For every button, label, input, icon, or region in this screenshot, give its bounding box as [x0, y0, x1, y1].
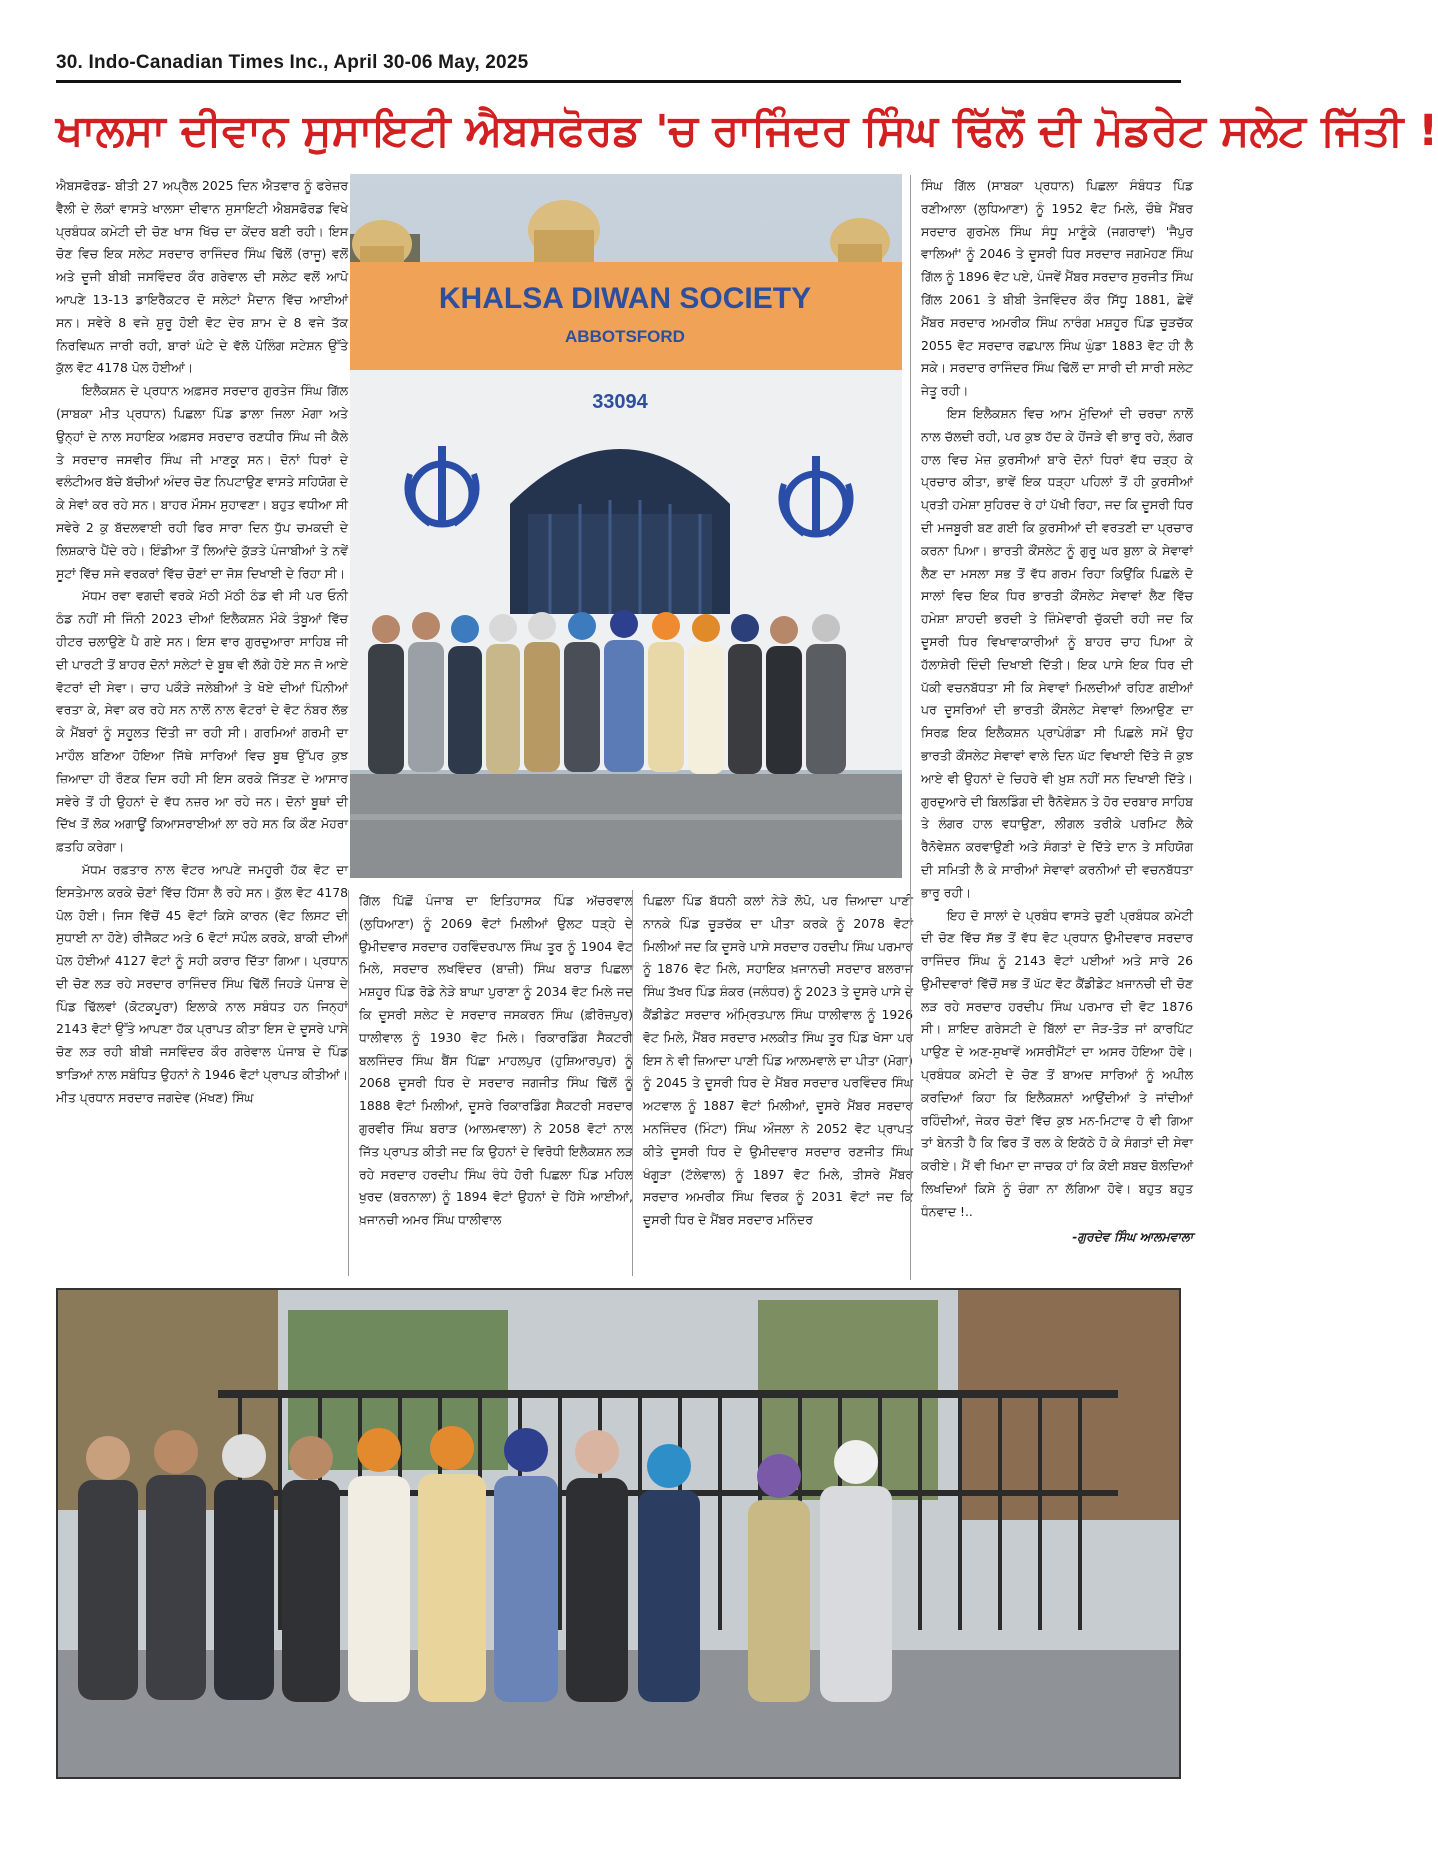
gurdwara-gate-illustration	[350, 174, 902, 878]
paragraph: ਮੱਧਮ ਰਵਾ ਵਗਦੀ ਵਰਕੇ ਮੱਠੀ ਮੱਠੀ ਠੰਡ ਵੀ ਸੀ ਪਰ ਓਨੀ ਠੰਡ ਨਹੀਂ ਸੀ ਜਿੰਨੀ 2023 ਦੀਆਂ ਇਲੈਕਸ਼ਨ ਮੌਕੇ ਤੰਬੂਆਂ ਵਿੱਚ ਹੀਟਰ ਚਲਾਉਣੇ ਪੈ ਗਏ ਸਨ। ਇਸ ਵਾਰ ਗੁਰਦੁਆਰਾ ਸਾਹਿਬ ਜੀ ਦੀ ਪਾਰਟੀ ਤੋਂ ਬਾਹਰ ਦੋਨਾਂ ਸਲੇਟਾਂ ਦੇ ਬੂਥ ਵੀ ਲੱਗੇ ਹੋਏ ਸਨ ਜੋ ਆਏ ਵੋਟਰਾਂ ਦੀ ਸੇਵਾ। ਚਾਹ ਪਕੌੜੇ ਜਲੇਬੀਆਂ ਤੇ ਖੋਏ ਦੀਆਂ ਪਿੰਨੀਆਂ ਵਰਤਾ ਕੇ, ਸੇਵਾ ਕਰ ਰਹੇ ਸਨ ਨਾਲੋਂ ਨਾਲ ਵੋਟਰਾਂ ਦੇ ਵੋਟ ਨੰਬਰ ਲੱਭ ਕੇ ਮੈਂਬਰਾਂ ਨੂੰ ਸਹੂਲਤ ਦਿੱਤੀ ਜਾ ਰਹੀ ਸੀ। ਗਰਮਿਆਂ ਗਰਮੀ ਦਾ ਮਾਹੌਲ ਬਣਿਆ ਹੋਇਆ ਜਿੱਥੇ ਸਾਰਿਆਂ ਵਿਚ ਬੂਥ ਉੱਪਰ ਕੁਝ ਜ਼ਿਆਦਾ ਹੀ ਰੌਣਕ ਦਿਸ ਰਹੀ ਸੀ ਇਸ ਕਰਕੇ ਜਿੱਤਣ ਦੇ ਆਸਾਰ ਸਵੇਰੇ ਤੋਂ ਹੀ ਉਹਨਾਂ ਦੇ ਵੱਧ ਨਜ਼ਰ ਆ ਰਹੇ ਜਨ। ਦੋਨਾਂ ਬੂਥਾਂ ਦੀ ਦਿੱਖ ਤੋਂ ਲੋਕ ਅਗਾਊਂ ਕਿਆਸਰਾਈਆਂ ਲਾ ਰਹੇ ਸਨ ਕਿ ਕੌਣ ਮੋਹਰਾ ਫ਼ਤਹਿ ਕਰੇਗਾ।	[56, 588, 348, 855]
society-sign	[350, 262, 902, 370]
article-column-2	[348, 890, 633, 1276]
paragraph: ਇਸ ਇਲੈਕਸ਼ਨ ਵਿਚ ਆਮ ਮੁੱਦਿਆਂ ਦੀ ਚਰਚਾ ਨਾਲੋਂ ਨਾਲ ਚੱਲਦੀ ਰਹੀ, ਪਰ ਕੁਝ ਹੱਦ ਕੇ ਹੋਂਜੜੇ ਵੀ ਭਾਰੂ ਰਹੇ, ਲੰਗਰ ਹਾਲ ਵਿਚ ਮੇਜ਼ ਕੁਰਸੀਆਂ ਬਾਰੇ ਦੋਨਾਂ ਧਿਰਾਂ ਵੱਧ ਚੜ੍ਹ ਕੇ ਪ੍ਰਚਾਰ ਕੀਤਾ, ਭਾਵੇਂ ਇਕ ਧੜ੍ਹਾ ਪਹਿਲਾਂ ਤੋਂ ਹੀ ਕੁਰਸੀਆਂ ਪ੍ਰਤੀ ਹਮੇਸ਼ਾ ਸੁਹਿਰਦ ਰੇ ਹਾਂ ਪੱਖੀ ਰਿਹਾ, ਜਦ ਕਿ ਦੂਸਰੀ ਧਿਰ ਦੀ ਮਜਬੂਰੀ ਬਣ ਗਈ ਕਿ ਕੁਰਸੀਆਂ ਦੀ ਵਰਤਣੀ ਦਾ ਪ੍ਰਚਾਰ ਕਰਨਾ ਪਿਆ। ਭਾਰਤੀ ਕੌਂਸਲੇਟ ਨੂੰ ਗੁਰੂ ਘਰ ਬੁਲਾ ਕੇ ਸੇਵਾਵਾਂ ਲੈਣ ਦਾ ਮਸਲਾ ਸਭ ਤੋਂ ਵੱਧ ਗਰਮ ਰਿਹਾ ਕਿਉਂਕਿ ਪਿਛਲੇ ਦੋ ਸਾਲਾਂ ਵਿਚ ਇਕ ਧਿਰ ਭਾਰਤੀ ਕੌਂਸਲੇਟ ਸੇਵਾਵਾਂ ਲੈਣ ਵਿੱਚ ਹਮੇਸ਼ਾ ਸ਼ਾਹਦੀ ਭਰਦੀ ਤੇ ਜ਼ਿੰਮੇਵਾਰੀ ਚੁੱਕਦੀ ਰਹੀ ਜਦ ਕਿ ਦੂਸਰੀ ਧਿਰ ਵਿਖਾਵਾਕਾਰੀਆਂ ਨੂੰ ਬਾਹਰ ਚਾਹ ਪਿਆ ਕੇ ਹੱਲਾਸ਼ੇਰੀ ਦਿੰਦੀ ਦਿਖਾਈ ਦਿੱਤੀ। ਇਕ ਪਾਸੇ ਇਕ ਧਿਰ ਦੀ ਪੱਕੀ ਵਚਨਬੱਧਤਾ ਸੀ ਕਿ ਸੇਵਾਵਾਂ ਮਿਲਦੀਆਂ ਰਹਿਣ ਗਈਆਂ ਪਰ ਦੂਸਰਿਆਂ ਦੀ ਭਾਰਤੀ ਕੌਂਸਲੇਟ ਸੇਵਾਵਾਂ ਲਿਆਉਣ ਦਾ ਸਿਰਫ਼ ਇਕ ਇਲੈਕਸ਼ਨ ਪ੍ਰਾਪੇਗੰਡਾ ਸੀ ਪਿਛਲੇ ਸਮੇਂ ਉਹ ਭਾਰਤੀ ਕੌਂਸਲੇਟ ਸੇਵਾਵਾਂ ਵਾਲੇ ਦਿਨ ਘੱਟ ਵਿਖਾਈ ਦਿੱਤੇ ਜੋ ਕੁਝ ਆਏ ਵੀ ਉਹਨਾਂ ਦੇ ਚਿਹਰੇ ਵੀ ਖ਼ੁਸ਼ ਨਹੀਂ ਸਨ ਦਿਖਾਈ ਦਿੱਤੇ। ਗੁਰਦੁਆਰੇ ਦੀ ਬਿਲਡਿੰਗ ਦੀ ਰੈਨੋਵੇਸ਼ਨ ਤੇ ਹੋਰ ਦਰਬਾਰ ਸਾਹਿਬ ਤੇ ਲੰਗਰ ਹਾਲ ਵਧਾਉਣਾ, ਲੀਗਲ ਤਰੀਕੇ ਪਰਮਿਟ ਲੈਕੇ ਰੈਨੋਵੇਸ਼ਨ ਕਰਵਾਉਣੀ ਅਤੇ ਸੰਗਤਾਂ ਦੇ ਦਿੱਤੇ ਦਾਨ ਤੇ ਸਹਿਯੋਗ ਦੀ ਸਮਿਤੀ ਲੈ ਕੇ ਸਾਰੀਆਂ ਸੇਵਾਵਾਂ ਕਰਨੀਆਂ ਦੀ ਵਚਨਬੱਧਤਾ ਭਾਰੂ ਰਹੀ।	[921, 405, 1193, 900]
paragraph: ਗਿੱਲ ਪਿੱਛੋਂ ਪੰਜਾਬ ਦਾ ਇਤਿਹਾਸਕ ਪਿੰਡ ਅੱਚਰਵਾਲ (ਲੁਧਿਆਣਾ) ਨੂੰ 2069 ਵੋਟਾਂ ਮਿਲੀਆਂ ਉਲਟ ਧੜ੍ਹੇ ਦੇ ਉਮੀਦਵਾਰ ਸਰਦਾਰ ਹਰਵਿੰਦਰਪਾਲ ਸਿੰਘ ਤੂਰ ਨੂੰ 1904 ਵੋਟ ਮਿਲੇ, ਸਰਦਾਰ ਲਖਵਿੰਦਰ (ਬਾਜ਼ੀ) ਸਿੰਘ ਬਰਾੜ ਪਿਛਲਾ ਮਸ਼ਹੂਰ ਪਿੰਡ ਰੋਡੇ ਨੇੜੇ ਬਾਘਾ ਪੁਰਾਣਾ ਨੂੰ 2034 ਵੋਟ ਮਿਲੇ ਜਦ ਕਿ ਦੂਸਰੀ ਸਲੇਟ ਦੇ ਸਰਦਾਰ ਜਸਕਰਨ ਸਿੰਘ (ਫ਼ੀਰੋਜ਼ਪੁਰ) ਧਾਲੀਵਾਲ ਨੂੰ 1930 ਵੋਟ ਮਿਲੇ। ਰਿਕਾਰਡਿੰਗ ਸੈਕਟਰੀ ਬਲਜਿੰਦਰ ਸਿੰਘ ਬੈਂਸ ਪਿੱਛਾ ਮਾਹਲਪੁਰ (ਹੁਸ਼ਿਆਰਪੁਰ) ਨੂੰ 2068 ਦੂਸਰੀ ਧਿਰ ਦੇ ਸਰਦਾਰ ਜਗਜੀਤ ਸਿੰਘ ਢਿੱਲੋਂ ਨੂੰ 1888 ਵੋਟਾਂ ਮਿਲੀਆਂ, ਦੂਸਰੇ ਰਿਕਾਰਡਿੰਗ ਸੈਕਟਰੀ ਸਰਦਾਰ ਗੁਰਵੀਰ ਸਿੰਘ ਬਰਾੜ (ਆਲਮਵਾਲਾ) ਨੇ 2058 ਵੋਟਾਂ ਨਾਲ ਜਿੱਤ ਪ੍ਰਾਪਤ ਕੀਤੀ ਜਦ ਕਿ ਉਹਨਾਂ ਦੇ ਵਿਰੋਧੀ ਇਲੈਕਸ਼ਨ ਲੜ ਰਹੇ ਸਰਦਾਰ ਹਰਦੀਪ ਸਿੰਘ ਰੰਧੇ ਹੋਰੀ ਪਿਛਲਾ ਪਿੰਡ ਮਹਿਲ ਖੁਰਦ (ਬਰਨਾਲਾ) ਨੂੰ 1894 ਵੋਟਾਂ ਉਹਨਾਂ ਦੇ ਹਿੱਸੇ ਆਈਆਂ, ਖ਼ਜਾਨਚੀ ਅਮਰ ਸਿੰਘ ਧਾਲੀਵਾਲ	[359, 893, 633, 1228]
gurdwara-gate-photo	[350, 174, 902, 878]
group-photo-illustration	[58, 1290, 1179, 1777]
address-number: 33094	[592, 391, 648, 413]
paragraph: ਇਹ ਦੋ ਸਾਲਾਂ ਦੇ ਪ੍ਰਬੰਧ ਵਾਸਤੇ ਚੁਣੀ ਪ੍ਰਬੰਧਕ ਕਮੇਟੀ ਦੀ ਚੋਣ ਵਿੱਚ ਸੱਭ ਤੋਂ ਵੱਧ ਵੋਟ ਪ੍ਰਧਾਨ ਉਮੀਦਵਾਰ ਸਰਦਾਰ ਰਾਜਿੰਦਰ ਸਿੰਘ ਨੂੰ 2143 ਵੋਟਾਂ ਪਈਆਂ ਅਤੇ ਸਾਰੇ 26 ਉਮੀਦਵਾਰਾਂ ਵਿੱਚੋਂ ਸਭ ਤੋਂ ਘੱਟ ਵੋਟ ਕੈਂਡੀਡੇਟ ਖ਼ਜਾਨਚੀ ਦੀ ਚੋਣ ਲੜ ਰਹੇ ਸਰਦਾਰ ਹਰਦੀਪ ਸਿੰਘ ਪਰਮਾਰ ਦੀ ਵੋਟ 1876 ਸੀ। ਸ਼ਾਇਦ ਗਰੇਸਟੀ ਦੇ ਬਿੱਲਾਂ ਦਾ ਜੋੜ-ਤੋੜ ਜਾਂ ਕਾਰਪਿੱਟ ਪਾਉਣ ਦੇ ਅਣ-ਸੁਖਾਵੇਂ ਅਸਰੀਮੈਂਟਾਂ ਦਾ ਅਸਰ ਹੋਇਆ ਹੋਵੇ। ਪ੍ਰਬੰਧਕ ਕਮੇਟੀ ਦੇ ਚੋਣ ਤੋਂ ਬਾਅਦ ਸਾਰਿਆਂ ਨੂੰ ਅਪੀਲ ਕਰਦਿਆਂ ਕਿਹਾ ਕਿ ਇਲੈਕਸ਼ਨਾਂ ਆਉਂਦੀਆਂ ਤੇ ਜਾਂਦੀਆਂ ਰਹਿੰਦੀਆਂ, ਜੇਕਰ ਚੋਣਾਂ ਵਿੱਚ ਕੁਝ ਮਨ-ਮਿਟਾਵ ਹੋ ਵੀ ਗਿਆ ਤਾਂ ਬੇਨਤੀ ਹੈ ਕਿ ਫਿਰ ਤੋਂ ਰਲ ਕੇ ਇਕੱਠੇ ਹੋ ਕੇ ਸੰਗਤਾਂ ਦੀ ਸੇਵਾ ਕਰੀਏ। ਮੈਂ ਵੀ ਖਿਮਾ ਦਾ ਜਾਚਕ ਹਾਂ ਕਿ ਕੋਈ ਸ਼ਬਦ ਬੋਲਦਿਆਂ ਲਿਖਦਿਆਂ ਕਿਸੇ ਨੂੰ ਚੰਗਾ ਨਾ ਲੱਗਿਆ ਹੋਵੇ। ਬਹੁਤ ਬਹੁਤ ਧੰਨਵਾਦ !..	[921, 907, 1193, 1219]
sign-subtitle: ABBOTSFORD	[565, 327, 685, 346]
paragraph: ਇਲੈਕਸ਼ਨ ਦੇ ਪ੍ਰਧਾਨ ਅਫ਼ਸਰ ਸਰਦਾਰ ਗੁਰਤੇਜ ਸਿੰਘ ਗਿੱਲ (ਸਾਬਕਾ ਮੀਤ ਪ੍ਰਧਾਨ) ਪਿਛਲਾ ਪਿੰਡ ਡਾਲਾ ਜਿਲਾ ਮੋਗਾ ਅਤੇ ਉਨ੍ਹਾਂ ਦੇ ਨਾਲ ਸਹਾਇਕ ਅਫ਼ਸਰ ਸਰਦਾਰ ਰਣਧੀਰ ਸਿੰਘ ਜੀ ਕੈਲੇ ਤੇ ਸਰਦਾਰ ਜਸਵੀਰ ਸਿੰਘ ਜੀ ਮਾਣਕੂ ਸਨ। ਦੋਨਾਂ ਧਿਰਾਂ ਦੇ ਵਲੰਟੀਅਰ ਬੱਚੇ ਬੱਚੀਆਂ ਅੰਦਰ ਚੋਣ ਨਿਪਟਾਉਣ ਵਾਸਤੇ ਸਹਿਯੋਗ ਦੇ ਕੇ ਸੇਵਾਂ ਕਰ ਰਹੇ ਸਨ। ਬਾਹਰ ਮੌਸਮ ਸੁਹਾਵਣਾ। ਬਹੁਤ ਵਧੀਆ ਸੀ ਸਵੇਰੇ 2 ਕੁ ਬੱਦਲਵਾਈ ਰਹੀ ਫਿਰ ਸਾਰਾ ਦਿਨ ਧੁੱਪ ਚਮਕਦੀ ਦੇ ਲਿਸ਼ਕਾਰੇ ਪੈਂਦੇ ਰਹੇ। ਇੰਡੀਆ ਤੋਂ ਲਿਆਂਦੇ ਕੁੱੜਤੇ ਪੰਜਾਬੀਆਂ ਤੇ ਨਵੇਂ ਸੂਟਾਂ ਵਿੱਚ ਸਜੇ ਵਰਕਰਾਂ ਵਿੱਚ ਚੋਣਾਂ ਦਾ ਜੋਸ਼ ਦਿਖਾਈ ਦੇ ਰਿਹਾ ਸੀ।	[56, 383, 348, 581]
group-photo	[56, 1288, 1181, 1779]
headline: ਖਾਲਸਾ ਦੀਵਾਨ ਸੁਸਾਇਟੀ ਐਬਸਫੋਰਡ 'ਚ ਰਾਜਿੰਦਰ ਸਿੰਘ ਢਿੱਲੋਂ ਦੀ ਮੋਡਰੇਟ ਸਲੇਟ ਜਿੱਤੀ !	[56, 106, 1438, 156]
page-header: 30. Indo-Canadian Times Inc., April 30-06 May, 2025	[56, 52, 1181, 83]
paragraph: ਪਿਛਲਾ ਪਿੰਡ ਬੱਧਨੀ ਕਲਾਂ ਨੇੜੇ ਲੋਪੋ, ਪਰ ਜ਼ਿਆਦਾ ਪਾਣੀ ਨਾਨਕੇ ਪਿੰਡ ਚੂੜਚੱਕ ਦਾ ਪੀਤਾ ਕਰਕੇ ਨੂੰ 2078 ਵੋਟਾਂ ਮਿਲੀਆਂ ਜਦ ਕਿ ਦੂਸਰੇ ਪਾਸੇ ਸਰਦਾਰ ਹਰਦੀਪ ਸਿੰਘ ਪਰਮਾਰ ਨੂੰ 1876 ਵੋਟ ਮਿਲੇ, ਸਹਾਇਕ ਖ਼ਜਾਨਚੀ ਸਰਦਾਰ ਬਲਰਾਜ ਸਿੰਘ ਤੱਖਰ ਪਿੰਡ ਸ਼ੰਕਰ (ਜਲੰਧਰ) ਨੂੰ 2023 ਤੇ ਦੂਸਰੇ ਪਾਸੇ ਦੇ ਕੈਂਡੀਡੇਟ ਸਰਦਾਰ ਅੰਮ੍ਰਿਤਪਾਲ ਸਿੰਘ ਧਾਲੀਵਾਲ ਨੂੰ 1926 ਵੋਟ ਮਿਲੇ, ਮੈਂਬਰ ਸਰਦਾਰ ਮਲਕੀਤ ਸਿੰਘ ਤੂਰ ਪਿੰਡ ਖੋਸਾ ਪਰ ਇਸ ਨੇ ਵੀ ਜ਼ਿਆਦਾ ਪਾਣੀ ਪਿੰਡ ਆਲਮਵਾਲੇ ਦਾ ਪੀਤਾ (ਮੋਗਾ) ਨੂੰ 2045 ਤੇ ਦੂਸਰੀ ਧਿਰ ਦੇ ਮੈਂਬਰ ਸਰਦਾਰ ਪਰਵਿੰਦਰ ਸਿੰਘ ਅਟਵਾਲ ਨੂੰ 1887 ਵੋਟਾਂ ਮਿਲੀਆਂ, ਦੂਸਰੇ ਮੈਂਬਰ ਸਰਦਾਰ ਮਨਜਿੰਦਰ (ਮਿੰਟਾ) ਸਿੰਘ ਔਜਲਾ ਨੇ 2052 ਵੋਟ ਪ੍ਰਾਪਤ ਕੀਤੇ ਦੂਸਰੀ ਧਿਰ ਦੇ ਉਮੀਦਵਾਰ ਸਰਦਾਰ ਰਣਜੀਤ ਸਿੰਘ ਖੰਗੂੜਾ (ਟੱਲੇਵਾਲ) ਨੂੰ 1897 ਵੋਟ ਮਿਲੇ, ਤੀਸਰੇ ਮੈਂਬਰ ਸਰਦਾਰ ਅਮਰੀਕ ਸਿੰਘ ਵਿਰਕ ਨੂੰ 2031 ਵੋਟਾਂ ਜਦ ਕਿ ਦੂਸਰੀ ਧਿਰ ਦੇ ਮੈਂਬਰ ਸਰਦਾਰ ਮਨਿੰਦਰ	[643, 893, 914, 1228]
paragraph: ਸਿੰਘ ਗਿੱਲ (ਸਾਬਕਾ ਪ੍ਰਧਾਨ) ਪਿਛਲਾ ਸੰਬੰਧਤ ਪਿੰਡ ਰਣੀਆਲਾ (ਲੁਧਿਆਣਾ) ਨੂੰ 1952 ਵੋਟ ਮਿਲੇ, ਚੌਥੇ ਮੈਂਬਰ ਸਰਦਾਰ ਗੁਰਮੇਲ ਸਿੰਘ ਸੰਧੂ ਮਾਣੂੰਕੇ (ਜਗਰਾਵਾਂ) 'ਜੈਪੁਰ ਵਾਲਿਆਂ' ਨੂੰ 2046 ਤੇ ਦੂਸਰੀ ਧਿਰ ਸਰਦਾਰ ਜਗਮੋਹਣ ਸਿੰਘ ਗਿੱਲ ਨੂੰ 1896 ਵੋਟ ਪਏ, ਪੰਜਵੇਂ ਮੈਂਬਰ ਸਰਦਾਰ ਸੁਰਜੀਤ ਸਿੰਘ ਗਿੱਲ 2061 ਤੇ ਬੀਬੀ ਤੇਜਵਿੰਦਰ ਕੌਰ ਸਿੱਧੂ 1881, ਛੇਵੇਂ ਮੈਂਬਰ ਸਰਦਾਰ ਅਮਰੀਕ ਸਿੰਘ ਨਾਰੰਗ ਮਸ਼ਹੂਰ ਪਿੰਡ ਚੂੜਚੱਕ 2055 ਵੋਟ ਸਰਦਾਰ ਰਛਪਾਲ ਸਿੰਘ ਘੁੰਡਾ 1883 ਵੋਟ ਹੀ ਲੈ ਸਕੇ। ਸਰਦਾਰ ਰਾਜਿੰਦਰ ਸਿੰਘ ਢਿੱਲੋਂ ਦਾ ਸਾਰੀ ਦੀ ਸਾਰੀ ਸਲੇਟ ਜੇਤੂ ਰਹੀ।	[921, 178, 1193, 399]
sign-title: KHALSA DIWAN SOCIETY	[438, 282, 812, 315]
article-column-4	[910, 175, 1193, 1280]
paragraph: ਮੱਧਮ ਰਫ਼ਤਾਰ ਨਾਲ ਵੋਟਰ ਆਪਣੇ ਜਮਹੂਰੀ ਹੱਕ ਵੋਟ ਦਾ ਇਸਤੇਮਾਲ ਕਰਕੇ ਚੋਣਾਂ ਵਿੱਚ ਹਿੱਸਾ ਲੈ ਰਹੇ ਸਨ। ਕੁੱਲ ਵੋਟ 4178 ਪੋਲ ਹੋਈ। ਜਿਸ ਵਿੱਚੋਂ 45 ਵੋਟਾਂ ਕਿਸੇ ਕਾਰਨ (ਵੋਟ ਲਿਸਟ ਦੀ ਸੁਧਾਈ ਨਾ ਹੋਣੇ) ਰੀਜੈਕਟ ਅਤੇ 6 ਵੋਟਾਂ ਸਪੌਲ ਕਰਕੇ, ਬਾਕੀ ਦੀਆਂ ਪੋਲ ਹੋਈਆਂ 4127 ਵੋਟਾਂ ਨੂੰ ਸਹੀ ਕਰਾਰ ਦਿੱਤਾ ਗਿਆ। ਪ੍ਰਧਾਨ ਦੀ ਚੋਣ ਲੜ ਰਹੇ ਸਰਦਾਰ ਰਾਜਿੰਦਰ ਸਿੰਘ ਢਿੱਲੋਂ ਜਿਹੜੇ ਪੰਜਾਬ ਦੇ ਪਿੰਡ ਢਿੱਲਵਾਂ (ਕੋਟਕਪੂਰਾ) ਇਲਾਕੇ ਨਾਲ ਸਬੰਧਤ ਹਨ ਜਿਨ੍ਹਾਂ 2143 ਵੋਟਾਂ ਉੱਤੇ ਆਪਣਾ ਹੱਕ ਪ੍ਰਾਪਤ ਕੀਤਾ ਇਸ ਦੇ ਦੂਸਰੇ ਪਾਸੇ ਚੋਣ ਲੜ ਰਹੀ ਬੀਬੀ ਜਸਵਿੰਦਰ ਕੌਰ ਗਰੇਵਾਲ ਪੰਜਾਬ ਦੇ ਪਿੰਡ ਝਾੜਿਆਂ ਨਾਲ ਸਬੰਧਿਤ ਉਹਨਾਂ ਨੇ 1946 ਵੋਟਾਂ ਪ੍ਰਾਪਤ ਕੀਤੀਆਂ। ਮੀਤ ਪ੍ਰਧਾਨ ਸਰਦਾਰ ਜਗਦੇਵ (ਮੱਖਣ) ਸਿੰਘ	[56, 861, 348, 1105]
article-column-3	[632, 890, 913, 1276]
article-column-1	[56, 175, 348, 1280]
author-byline: -ਗੁਰਦੇਵ ਸਿੰਘ ਆਲਮਵਾਲਾ	[1072, 1228, 1193, 1244]
paragraph: ਐਬਸਫੋਰਡ- ਬੀਤੀ 27 ਅਪ੍ਰੈਲ 2025 ਦਿਨ ਐਤਵਾਰ ਨੂੰ ਫਰੇਜ਼ਰ ਵੈਲੀ ਦੇ ਲੋਕਾਂ ਵਾਸਤੇ ਖਾਲਸਾ ਦੀਵਾਨ ਸੁਸਾਇਟੀ ਐਬਸਫੋਰਡ ਵਿਖੇ ਪ੍ਰਬੰਧਕ ਕਮੇਟੀ ਦੀ ਚੋਣ ਖਾਸ ਖਿੱਚ ਦਾ ਕੇਂਦਰ ਬਣੀ ਰਹੀ। ਇਸ ਚੋਣ ਵਿਚ ਇਕ ਸਲੇਟ ਸਰਦਾਰ ਰਾਜਿੰਦਰ ਸਿੰਘ ਢਿੱਲੋਂ (ਰਾਜੂ) ਵਲੋਂ ਅਤੇ ਦੂਜੀ ਬੀਬੀ ਜਸਵਿੰਦਰ ਕੌਰ ਗਰੇਵਾਲ ਦੀ ਸਲੇਟ ਵਲੋਂ ਆਪੋ ਆਪਣੇ 13-13 ਡਾਇਰੈਕਟਰ ਦੋ ਸਲੇਟਾਂ ਮੈਦਾਨ ਵਿੱਚ ਆਈਆਂ ਸਨ। ਸਵੇਰੇ 8 ਵਜੇ ਸ਼ੁਰੂ ਹੋਈ ਵੋਟ ਦੇਰ ਸ਼ਾਮ ਦੇ 8 ਵਜੇ ਤੱਕ ਨਿਰਵਿਘਨ ਜਾਰੀ ਰਹੀ, ਬਾਰਾਂ ਘੰਟੇ ਦੇ ਵੱਲੋ ਪੋਲਿੰਗ ਸਟੇਸ਼ਨ ਉੱਤੇ ਕੁੱਲ ਵੋਟ 4178 ਪੋਲ ਹੋਈਆਂ।	[56, 178, 348, 376]
